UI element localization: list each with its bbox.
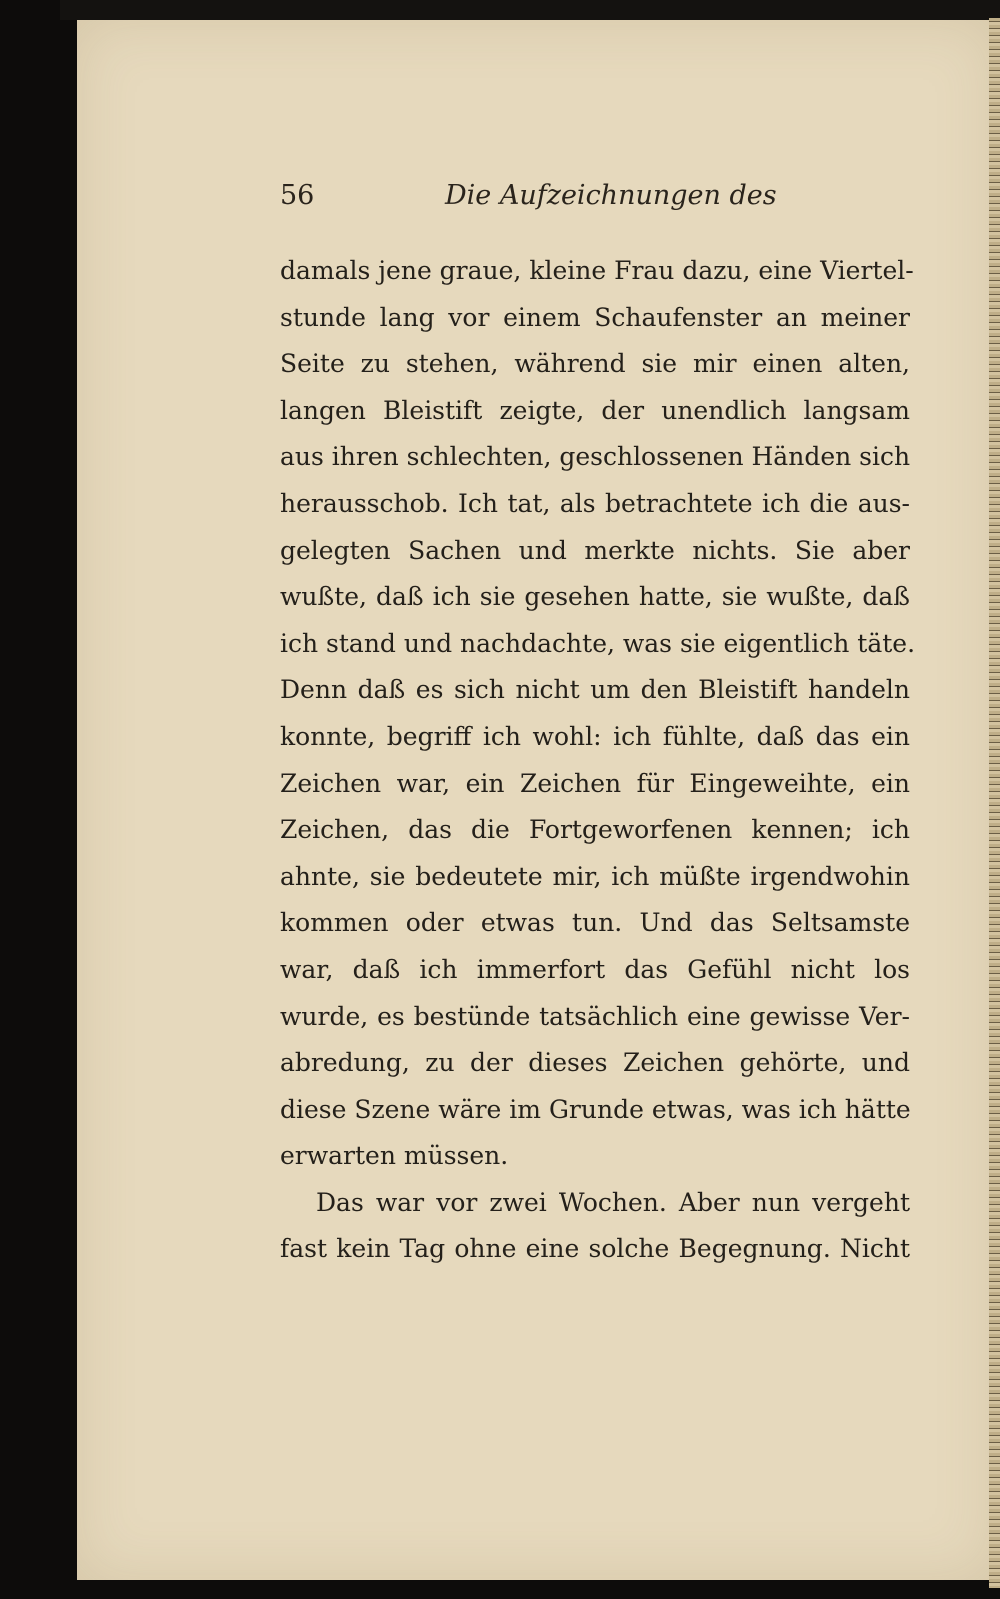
text-line: gelegten Sachen und merkte nichts. Sie aber (280, 535, 910, 565)
page-edge (989, 18, 1000, 1588)
text-line: Zeichen war, ein Zeichen für Eingeweihte, ein (280, 768, 910, 798)
text-line: abredung, zu der dieses Zeichen gehörte, und (280, 1048, 910, 1078)
text-line: wußte, daß ich sie gesehen hatte, sie wußte, daß (280, 582, 910, 612)
body-text (280, 248, 916, 1273)
text-line: Zeichen, das die Fortgeworfenen kennen; ich (280, 815, 910, 845)
text-line: ahnte, sie bedeutete mir, ich müßte irgendwohin (280, 861, 910, 891)
text-line: herausschob. Ich tat, als betrachtete ich die aus- (280, 488, 910, 518)
page-number: 56 (280, 180, 315, 211)
running-head (77, 180, 995, 220)
text-line: Seite zu stehen, während sie mir einen alten, (280, 349, 910, 379)
text-line: aus ihren schlechten, geschlossenen Händen sich (280, 442, 911, 472)
text-line: kommen oder etwas tun. Und das Seltsamste (280, 908, 910, 938)
text-line: langen Bleistift zeigte, der unendlich langsam (280, 395, 910, 425)
text-line: Denn daß es sich nicht um den Bleistift handeln (280, 675, 910, 705)
scan-top-border (60, 0, 1000, 20)
text-line: war, daß ich immerfort das Gefühl nicht los (280, 954, 910, 984)
text-line: fast kein Tag ohne eine solche Begegnung. Nicht (280, 1234, 910, 1264)
text-line: diese Szene wäre im Grunde etwas, was ich hätte (280, 1094, 911, 1124)
text-line: ich stand und nachdachte, was sie eigentlich täte. (280, 628, 916, 658)
text-line: stunde lang vor einem Schaufenster an meiner (280, 302, 910, 332)
text-line: wurde, es bestünde tatsächlich eine gewisse Ver- (280, 1001, 910, 1031)
text-line: konnte, begriff ich wohl: ich fühlte, daß das ein (280, 721, 910, 751)
paragraph-first-line: Das war vor zwei Wochen. Aber nun vergeht (316, 1187, 910, 1217)
paragraph-end-line: erwarten müssen. (280, 1141, 509, 1171)
book-page (77, 20, 995, 1580)
running-title: Die Aufzeichnungen des (445, 180, 777, 211)
text-line: damals jene graue, kleine Frau dazu, eine Viertel- (280, 256, 914, 285)
